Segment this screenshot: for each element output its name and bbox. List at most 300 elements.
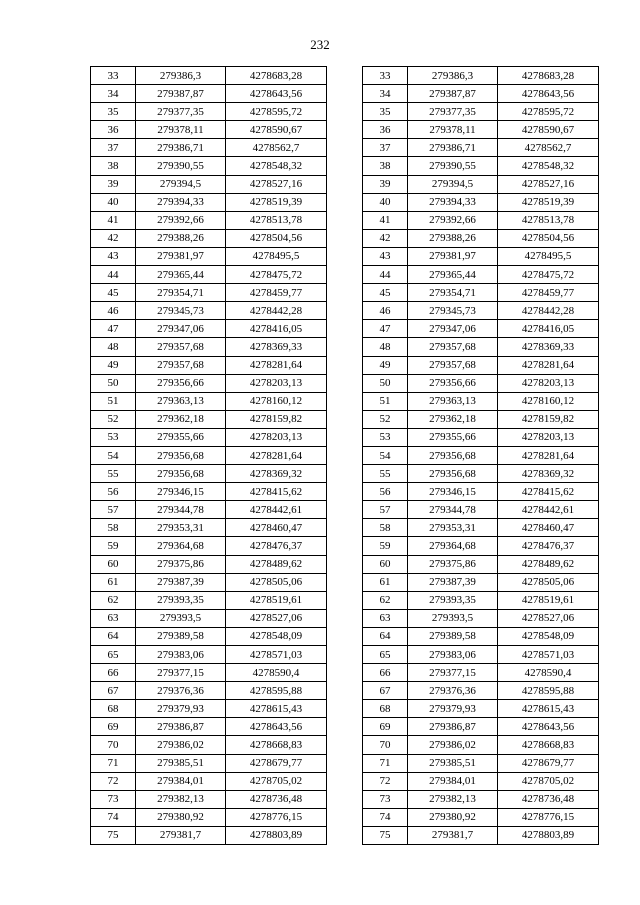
y-coordinate-cell: 4278416,05 [498, 320, 599, 338]
table-row [363, 374, 599, 392]
x-coordinate-cell: 279386,3 [136, 67, 226, 85]
y-coordinate-cell: 4278643,56 [498, 85, 599, 103]
table-row [91, 446, 327, 464]
table-row [363, 537, 599, 555]
y-coordinate-cell: 4278571,03 [498, 646, 599, 664]
table-row [91, 754, 327, 772]
x-coordinate-cell: 279377,35 [408, 103, 498, 121]
table-row [363, 465, 599, 483]
y-coordinate-cell: 4278504,56 [226, 229, 327, 247]
table-row [91, 736, 327, 754]
point-number-cell: 40 [363, 193, 408, 211]
table-row [91, 627, 327, 645]
table-row [363, 609, 599, 627]
y-coordinate-cell: 4278776,15 [498, 808, 599, 826]
x-coordinate-cell: 279387,39 [408, 573, 498, 591]
x-coordinate-cell: 279354,71 [136, 284, 226, 302]
table-row [363, 700, 599, 718]
table-row [363, 193, 599, 211]
x-coordinate-cell: 279381,97 [408, 247, 498, 265]
x-coordinate-cell: 279365,44 [136, 266, 226, 284]
y-coordinate-cell: 4278369,33 [226, 338, 327, 356]
point-number-cell: 60 [363, 555, 408, 573]
point-number-cell: 68 [91, 700, 136, 718]
x-coordinate-cell: 279388,26 [408, 229, 498, 247]
table-row [91, 483, 327, 501]
point-number-cell: 69 [91, 718, 136, 736]
table-row [363, 682, 599, 700]
point-number-cell: 66 [91, 664, 136, 682]
table-row [91, 609, 327, 627]
point-number-cell: 63 [91, 609, 136, 627]
x-coordinate-cell: 279386,71 [136, 139, 226, 157]
y-coordinate-cell: 4278460,47 [498, 519, 599, 537]
point-number-cell: 61 [363, 573, 408, 591]
point-number-cell: 33 [363, 67, 408, 85]
table-row [363, 410, 599, 428]
point-number-cell: 38 [363, 157, 408, 175]
y-coordinate-cell: 4278203,13 [498, 428, 599, 446]
point-number-cell: 41 [91, 211, 136, 229]
table-row [363, 247, 599, 265]
y-coordinate-cell: 4278595,88 [226, 682, 327, 700]
point-number-cell: 64 [91, 627, 136, 645]
x-coordinate-cell: 279345,73 [136, 302, 226, 320]
x-coordinate-cell: 279386,87 [136, 718, 226, 736]
y-coordinate-cell: 4278203,13 [498, 374, 599, 392]
y-coordinate-cell: 4278668,83 [226, 736, 327, 754]
x-coordinate-cell: 279346,15 [136, 483, 226, 501]
point-number-cell: 63 [363, 609, 408, 627]
x-coordinate-cell: 279386,02 [408, 736, 498, 754]
table-row [363, 175, 599, 193]
table-row [363, 646, 599, 664]
y-coordinate-cell: 4278369,33 [498, 338, 599, 356]
point-number-cell: 74 [363, 808, 408, 826]
x-coordinate-cell: 279380,92 [136, 808, 226, 826]
table-row [91, 284, 327, 302]
point-number-cell: 70 [91, 736, 136, 754]
x-coordinate-cell: 279375,86 [408, 555, 498, 573]
table-row [363, 573, 599, 591]
x-coordinate-cell: 279345,73 [408, 302, 498, 320]
point-number-cell: 45 [91, 284, 136, 302]
table-row [363, 718, 599, 736]
point-number-cell: 72 [91, 772, 136, 790]
y-coordinate-cell: 4278590,4 [498, 664, 599, 682]
y-coordinate-cell: 4278803,89 [226, 826, 327, 844]
y-coordinate-cell: 4278527,16 [498, 175, 599, 193]
y-coordinate-cell: 4278590,67 [498, 121, 599, 139]
y-coordinate-cell: 4278548,32 [498, 157, 599, 175]
point-number-cell: 40 [91, 193, 136, 211]
point-number-cell: 58 [363, 519, 408, 537]
x-coordinate-cell: 279386,87 [408, 718, 498, 736]
y-coordinate-cell: 4278736,48 [498, 790, 599, 808]
y-coordinate-cell: 4278562,7 [226, 139, 327, 157]
y-coordinate-cell: 4278776,15 [226, 808, 327, 826]
x-coordinate-cell: 279393,5 [408, 609, 498, 627]
y-coordinate-cell: 4278595,72 [226, 103, 327, 121]
point-number-cell: 48 [363, 338, 408, 356]
table-row [91, 519, 327, 537]
y-coordinate-cell: 4278281,64 [498, 356, 599, 374]
x-coordinate-cell: 279388,26 [136, 229, 226, 247]
x-coordinate-cell: 279387,39 [136, 573, 226, 591]
x-coordinate-cell: 279344,78 [136, 501, 226, 519]
y-coordinate-cell: 4278519,61 [226, 591, 327, 609]
y-coordinate-cell: 4278203,13 [226, 428, 327, 446]
x-coordinate-cell: 279356,66 [408, 374, 498, 392]
point-number-cell: 57 [91, 501, 136, 519]
y-coordinate-cell: 4278683,28 [498, 67, 599, 85]
point-number-cell: 58 [91, 519, 136, 537]
table-row [91, 193, 327, 211]
y-coordinate-cell: 4278505,06 [226, 573, 327, 591]
y-coordinate-cell: 4278803,89 [498, 826, 599, 844]
y-coordinate-cell: 4278160,12 [226, 392, 327, 410]
y-coordinate-cell: 4278519,39 [226, 193, 327, 211]
table-row [363, 664, 599, 682]
point-number-cell: 45 [363, 284, 408, 302]
table-row [363, 555, 599, 573]
x-coordinate-cell: 279386,3 [408, 67, 498, 85]
point-number-cell: 54 [363, 446, 408, 464]
table-row [91, 320, 327, 338]
point-number-cell: 62 [363, 591, 408, 609]
y-coordinate-cell: 4278281,64 [226, 356, 327, 374]
y-coordinate-cell: 4278495,5 [226, 247, 327, 265]
table-row [363, 229, 599, 247]
y-coordinate-cell: 4278369,32 [498, 465, 599, 483]
table-row [91, 465, 327, 483]
y-coordinate-cell: 4278281,64 [226, 446, 327, 464]
y-coordinate-cell: 4278562,7 [498, 139, 599, 157]
table-row [363, 356, 599, 374]
table-row [363, 501, 599, 519]
x-coordinate-cell: 279381,7 [408, 826, 498, 844]
point-number-cell: 41 [363, 211, 408, 229]
table-row [363, 772, 599, 790]
x-coordinate-cell: 279385,51 [136, 754, 226, 772]
x-coordinate-cell: 279357,68 [408, 356, 498, 374]
point-number-cell: 59 [363, 537, 408, 555]
x-coordinate-cell: 279344,78 [408, 501, 498, 519]
x-coordinate-cell: 279346,15 [408, 483, 498, 501]
table-row [363, 808, 599, 826]
x-coordinate-cell: 279383,06 [136, 646, 226, 664]
y-coordinate-cell: 4278369,32 [226, 465, 327, 483]
x-coordinate-cell: 279356,68 [408, 446, 498, 464]
table-row [91, 682, 327, 700]
x-coordinate-cell: 279393,5 [136, 609, 226, 627]
point-number-cell: 38 [91, 157, 136, 175]
point-number-cell: 70 [363, 736, 408, 754]
point-number-cell: 65 [91, 646, 136, 664]
table-row [91, 211, 327, 229]
y-coordinate-cell: 4278416,05 [226, 320, 327, 338]
table-row [91, 555, 327, 573]
y-coordinate-cell: 4278442,28 [498, 302, 599, 320]
point-number-cell: 53 [91, 428, 136, 446]
point-number-cell: 39 [91, 175, 136, 193]
x-coordinate-cell: 279382,13 [136, 790, 226, 808]
table-row [363, 85, 599, 103]
x-coordinate-cell: 279392,66 [136, 211, 226, 229]
x-coordinate-cell: 279353,31 [136, 519, 226, 537]
x-coordinate-cell: 279390,55 [136, 157, 226, 175]
y-coordinate-cell: 4278159,82 [226, 410, 327, 428]
point-number-cell: 72 [363, 772, 408, 790]
y-coordinate-cell: 4278527,16 [226, 175, 327, 193]
point-number-cell: 69 [363, 718, 408, 736]
x-coordinate-cell: 279381,7 [136, 826, 226, 844]
x-coordinate-cell: 279387,87 [136, 85, 226, 103]
x-coordinate-cell: 279378,11 [408, 121, 498, 139]
x-coordinate-cell: 279382,13 [408, 790, 498, 808]
point-number-cell: 55 [363, 465, 408, 483]
y-coordinate-cell: 4278442,61 [226, 501, 327, 519]
x-coordinate-cell: 279357,68 [136, 338, 226, 356]
table-row [91, 338, 327, 356]
table-row [91, 664, 327, 682]
table-row [91, 410, 327, 428]
y-coordinate-cell: 4278643,56 [498, 718, 599, 736]
x-coordinate-cell: 279381,97 [136, 247, 226, 265]
point-number-cell: 33 [91, 67, 136, 85]
table-row [91, 718, 327, 736]
point-number-cell: 44 [91, 266, 136, 284]
x-coordinate-cell: 279363,13 [136, 392, 226, 410]
x-coordinate-cell: 279385,51 [408, 754, 498, 772]
x-coordinate-cell: 279377,15 [408, 664, 498, 682]
x-coordinate-cell: 279393,35 [136, 591, 226, 609]
point-number-cell: 34 [363, 85, 408, 103]
x-coordinate-cell: 279356,66 [136, 374, 226, 392]
y-coordinate-cell: 4278595,88 [498, 682, 599, 700]
point-number-cell: 75 [363, 826, 408, 844]
x-coordinate-cell: 279364,68 [136, 537, 226, 555]
table-row [363, 790, 599, 808]
point-number-cell: 71 [91, 754, 136, 772]
page-number: 232 [310, 37, 330, 52]
table-row [363, 338, 599, 356]
point-number-cell: 53 [363, 428, 408, 446]
table-row [363, 320, 599, 338]
table-row [363, 519, 599, 537]
table-row [91, 501, 327, 519]
x-coordinate-cell: 279356,68 [136, 465, 226, 483]
point-number-cell: 42 [363, 229, 408, 247]
table-row [91, 646, 327, 664]
point-number-cell: 37 [91, 139, 136, 157]
point-number-cell: 52 [91, 410, 136, 428]
table-row [91, 103, 327, 121]
point-number-cell: 50 [363, 374, 408, 392]
point-number-cell: 37 [363, 139, 408, 157]
x-coordinate-cell: 279386,02 [136, 736, 226, 754]
y-coordinate-cell: 4278683,28 [226, 67, 327, 85]
point-number-cell: 35 [91, 103, 136, 121]
y-coordinate-cell: 4278615,43 [498, 700, 599, 718]
table-row [91, 808, 327, 826]
x-coordinate-cell: 279379,93 [136, 700, 226, 718]
point-number-cell: 71 [363, 754, 408, 772]
point-number-cell: 56 [91, 483, 136, 501]
y-coordinate-cell: 4278513,78 [226, 211, 327, 229]
x-coordinate-cell: 279356,68 [408, 465, 498, 483]
y-coordinate-cell: 4278595,72 [498, 103, 599, 121]
table-row [91, 374, 327, 392]
x-coordinate-cell: 279386,71 [408, 139, 498, 157]
table-row [91, 302, 327, 320]
point-number-cell: 57 [363, 501, 408, 519]
point-number-cell: 48 [91, 338, 136, 356]
point-number-cell: 46 [363, 302, 408, 320]
y-coordinate-cell: 4278679,77 [498, 754, 599, 772]
table-row [363, 754, 599, 772]
y-coordinate-cell: 4278415,62 [226, 483, 327, 501]
table-row [91, 175, 327, 193]
table-row [363, 392, 599, 410]
y-coordinate-cell: 4278495,5 [498, 247, 599, 265]
y-coordinate-cell: 4278460,47 [226, 519, 327, 537]
point-number-cell: 60 [91, 555, 136, 573]
point-number-cell: 65 [363, 646, 408, 664]
x-coordinate-cell: 279378,11 [136, 121, 226, 139]
table-row [91, 772, 327, 790]
y-coordinate-cell: 4278548,09 [498, 627, 599, 645]
table-row [363, 302, 599, 320]
y-coordinate-cell: 4278668,83 [498, 736, 599, 754]
y-coordinate-cell: 4278415,62 [498, 483, 599, 501]
point-number-cell: 61 [91, 573, 136, 591]
x-coordinate-cell: 279375,86 [136, 555, 226, 573]
x-coordinate-cell: 279394,33 [408, 193, 498, 211]
point-number-cell: 67 [363, 682, 408, 700]
point-number-cell: 50 [91, 374, 136, 392]
y-coordinate-cell: 4278442,61 [498, 501, 599, 519]
y-coordinate-cell: 4278590,67 [226, 121, 327, 139]
y-coordinate-cell: 4278590,4 [226, 664, 327, 682]
y-coordinate-cell: 4278442,28 [226, 302, 327, 320]
x-coordinate-cell: 279376,36 [408, 682, 498, 700]
point-number-cell: 66 [363, 664, 408, 682]
point-number-cell: 42 [91, 229, 136, 247]
table-row [91, 157, 327, 175]
point-number-cell: 62 [91, 591, 136, 609]
x-coordinate-cell: 279383,06 [408, 646, 498, 664]
y-coordinate-cell: 4278548,32 [226, 157, 327, 175]
y-coordinate-cell: 4278736,48 [226, 790, 327, 808]
y-coordinate-cell: 4278504,56 [498, 229, 599, 247]
point-number-cell: 44 [363, 266, 408, 284]
x-coordinate-cell: 279392,66 [408, 211, 498, 229]
x-coordinate-cell: 279389,58 [408, 627, 498, 645]
y-coordinate-cell: 4278475,72 [226, 266, 327, 284]
point-number-cell: 75 [91, 826, 136, 844]
x-coordinate-cell: 279355,66 [408, 428, 498, 446]
table-row [91, 85, 327, 103]
table-row [363, 826, 599, 844]
point-number-cell: 35 [363, 103, 408, 121]
table-row [91, 537, 327, 555]
x-coordinate-cell: 279390,55 [408, 157, 498, 175]
point-number-cell: 73 [363, 790, 408, 808]
x-coordinate-cell: 279389,58 [136, 627, 226, 645]
point-number-cell: 64 [363, 627, 408, 645]
point-number-cell: 51 [91, 392, 136, 410]
y-coordinate-cell: 4278459,77 [498, 284, 599, 302]
y-coordinate-cell: 4278159,82 [498, 410, 599, 428]
x-coordinate-cell: 279376,36 [136, 682, 226, 700]
x-coordinate-cell: 279393,35 [408, 591, 498, 609]
y-coordinate-cell: 4278705,02 [498, 772, 599, 790]
point-number-cell: 43 [91, 247, 136, 265]
x-coordinate-cell: 279377,15 [136, 664, 226, 682]
table-row [363, 103, 599, 121]
table-row [91, 121, 327, 139]
x-coordinate-cell: 279379,93 [408, 700, 498, 718]
table-row [363, 428, 599, 446]
x-coordinate-cell: 279380,92 [408, 808, 498, 826]
point-number-cell: 36 [363, 121, 408, 139]
y-coordinate-cell: 4278643,56 [226, 718, 327, 736]
table-row [91, 392, 327, 410]
table-row [363, 211, 599, 229]
y-coordinate-cell: 4278489,62 [498, 555, 599, 573]
table-row [91, 356, 327, 374]
x-coordinate-cell: 279357,68 [136, 356, 226, 374]
x-coordinate-cell: 279363,13 [408, 392, 498, 410]
point-number-cell: 49 [363, 356, 408, 374]
coordinates-table-right [362, 66, 599, 845]
x-coordinate-cell: 279356,68 [136, 446, 226, 464]
x-coordinate-cell: 279362,18 [136, 410, 226, 428]
y-coordinate-cell: 4278476,37 [498, 537, 599, 555]
table-row [91, 247, 327, 265]
x-coordinate-cell: 279364,68 [408, 537, 498, 555]
y-coordinate-cell: 4278679,77 [226, 754, 327, 772]
point-number-cell: 39 [363, 175, 408, 193]
y-coordinate-cell: 4278548,09 [226, 627, 327, 645]
table-row [363, 121, 599, 139]
x-coordinate-cell: 279394,5 [136, 175, 226, 193]
point-number-cell: 49 [91, 356, 136, 374]
point-number-cell: 34 [91, 85, 136, 103]
point-number-cell: 54 [91, 446, 136, 464]
y-coordinate-cell: 4278475,72 [498, 266, 599, 284]
x-coordinate-cell: 279384,01 [408, 772, 498, 790]
y-coordinate-cell: 4278459,77 [226, 284, 327, 302]
x-coordinate-cell: 279384,01 [136, 772, 226, 790]
y-coordinate-cell: 4278615,43 [226, 700, 327, 718]
coordinates-table-left [90, 66, 327, 845]
y-coordinate-cell: 4278527,06 [498, 609, 599, 627]
y-coordinate-cell: 4278489,62 [226, 555, 327, 573]
point-number-cell: 52 [363, 410, 408, 428]
table-row [91, 591, 327, 609]
x-coordinate-cell: 279362,18 [408, 410, 498, 428]
table-row [363, 139, 599, 157]
point-number-cell: 43 [363, 247, 408, 265]
y-coordinate-cell: 4278571,03 [226, 646, 327, 664]
table-row [363, 627, 599, 645]
y-coordinate-cell: 4278705,02 [226, 772, 327, 790]
point-number-cell: 67 [91, 682, 136, 700]
point-number-cell: 73 [91, 790, 136, 808]
point-number-cell: 47 [363, 320, 408, 338]
